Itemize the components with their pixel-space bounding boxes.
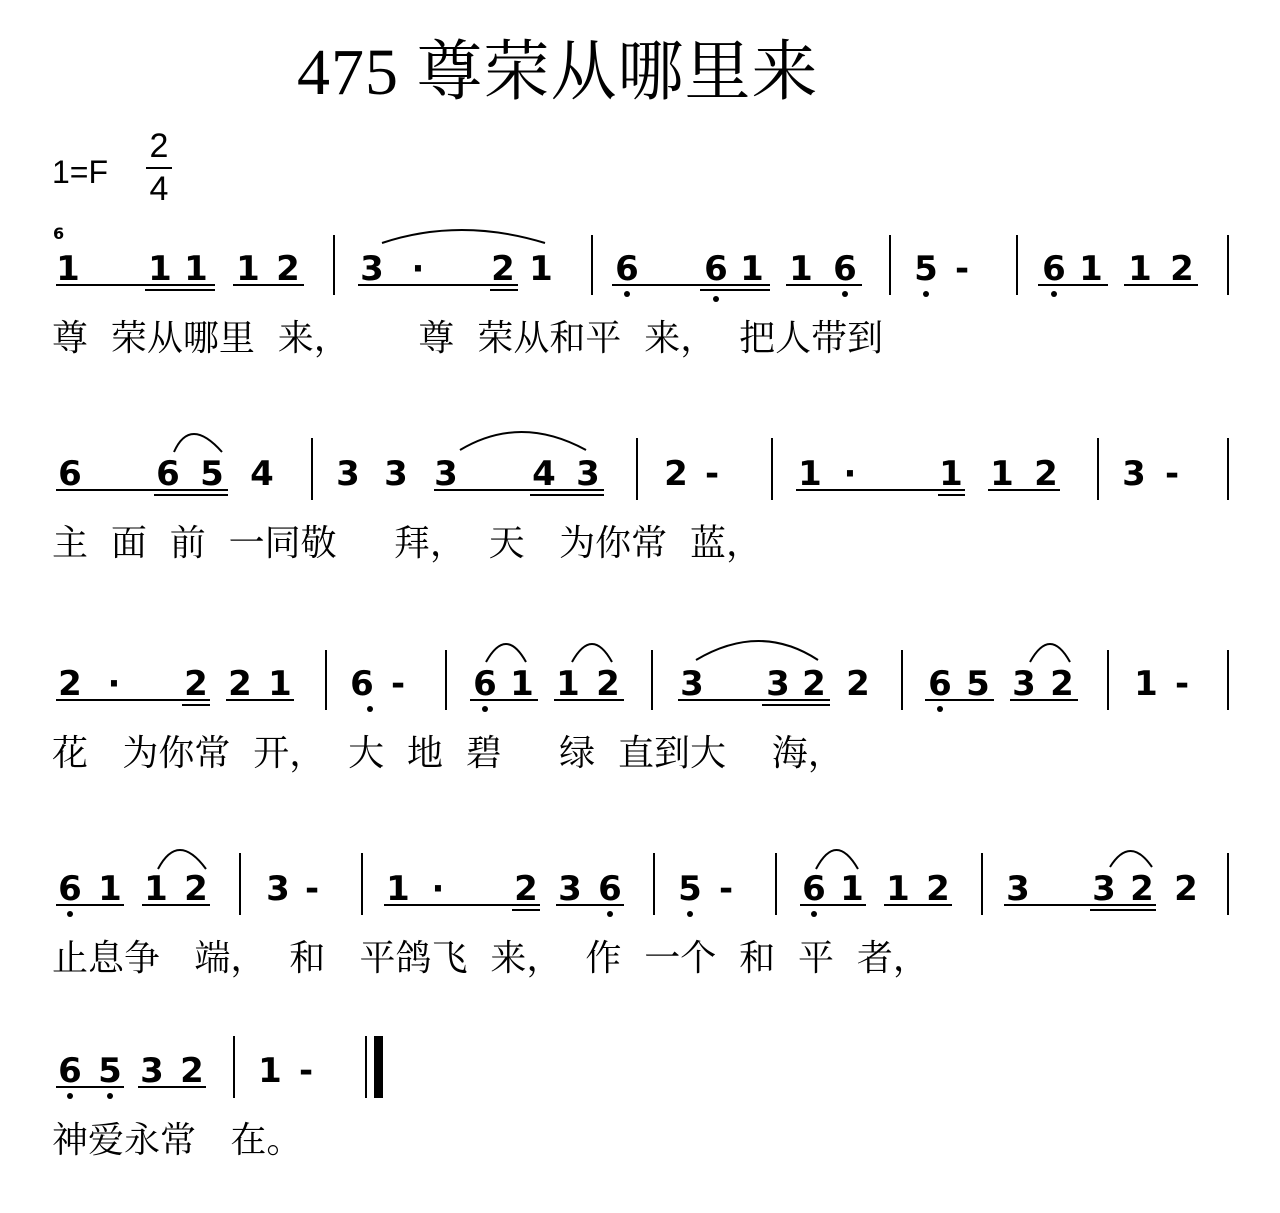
note: 1 [556, 664, 580, 704]
dash: - [704, 454, 720, 494]
dot: · [843, 454, 857, 494]
slur [696, 641, 818, 660]
notation-line-1 [0, 225, 1280, 305]
note: 6 [615, 249, 639, 289]
slur [460, 432, 586, 450]
lyrics-line-2: 主 面 前 一同敬 拜， 天 为你常 蓝， [52, 523, 762, 564]
slur [572, 644, 612, 662]
note: 5 [914, 249, 938, 289]
lyrics-line-3: 花 为你常 开， 大 地 碧 绿 直到大 海， [52, 733, 844, 774]
note: 3 [1092, 869, 1116, 909]
note: 2 [1170, 249, 1194, 289]
note: 2 [184, 664, 208, 704]
note: 1 [258, 1051, 282, 1091]
note: 3 [1006, 869, 1030, 909]
note: 6 [350, 664, 374, 704]
note: 1 [56, 249, 80, 289]
note: 2 [180, 1051, 204, 1091]
note: 6 [833, 249, 857, 289]
note: 4 [250, 454, 274, 494]
note: 1 [1134, 664, 1158, 704]
octave-dots [67, 911, 817, 917]
note-group [56, 249, 1194, 289]
slur [382, 230, 545, 243]
note: 1 [268, 664, 292, 704]
dot: · [411, 249, 425, 289]
slur [1110, 851, 1152, 867]
note: 6 [58, 454, 82, 494]
note: 1 [510, 664, 534, 704]
note: 6 [704, 249, 728, 289]
note: 2 [846, 664, 870, 704]
slur [174, 434, 222, 452]
note: 1 [1128, 249, 1152, 289]
song-title: 475 尊荣从哪里来 [297, 36, 819, 109]
dash: - [304, 869, 320, 909]
note: 1 [386, 869, 410, 909]
octave-dots [67, 1093, 113, 1099]
note: 6 [58, 1051, 82, 1091]
note: 6 [598, 869, 622, 909]
note: 2 [1050, 664, 1074, 704]
note: 2 [58, 664, 82, 704]
staff-line-3 [0, 640, 1280, 790]
note: 3 [384, 454, 408, 494]
note: 2 [664, 454, 688, 494]
dash: - [1164, 454, 1180, 494]
note: 1 [789, 249, 813, 289]
note: 1 [798, 454, 822, 494]
note: 2 [802, 664, 826, 704]
note: 6 [928, 664, 952, 704]
note: 1 [990, 454, 1014, 494]
note: 6 [473, 664, 497, 704]
staff-line-2 [0, 430, 1280, 580]
note: 2 [276, 249, 300, 289]
note: 1 [529, 249, 553, 289]
note: 2 [514, 869, 538, 909]
notation-line-3 [0, 640, 1280, 720]
note: 3 [336, 454, 360, 494]
note: 5 [678, 869, 702, 909]
note: 1 [184, 249, 208, 289]
dash: - [390, 664, 406, 704]
lyrics-line-1: 尊 荣从哪里 来， 尊 荣从和平 来， 把人带到 [52, 318, 884, 359]
time-signature-bottom: 4 [149, 170, 169, 208]
slur [486, 644, 526, 662]
note: 2 [596, 664, 620, 704]
note: 6 [802, 869, 826, 909]
note: 3 [1012, 664, 1036, 704]
time-signature-bar [146, 167, 172, 169]
note: 1 [144, 869, 168, 909]
note: 1 [740, 249, 764, 289]
staff-line-1 [0, 225, 1280, 375]
dot: · [107, 664, 121, 704]
time-signature-top: 2 [149, 127, 169, 165]
note: 6 [58, 869, 82, 909]
octave-dots [367, 706, 943, 712]
note: 5 [966, 664, 990, 704]
dash: - [298, 1051, 314, 1091]
note: 3 [434, 454, 458, 494]
key-signature: 1=F [52, 154, 109, 190]
note: 1 [840, 869, 864, 909]
notation-line-4 [0, 845, 1280, 925]
notation-line-2 [0, 430, 1280, 510]
note: 1 [236, 249, 260, 289]
note: 3 [1122, 454, 1146, 494]
note: 6 [1042, 249, 1066, 289]
staff-line-4 [0, 845, 1280, 995]
note: 2 [1034, 454, 1058, 494]
dot: · [431, 869, 445, 909]
dash: - [954, 249, 970, 289]
note: 3 [140, 1051, 164, 1091]
note: 2 [184, 869, 208, 909]
note: 3 [360, 249, 384, 289]
note: 3 [558, 869, 582, 909]
note: 2 [926, 869, 950, 909]
note: 1 [148, 249, 172, 289]
note: 6 [156, 454, 180, 494]
note: 1 [1079, 249, 1103, 289]
dash: - [1174, 664, 1190, 704]
grace-note: 6 [53, 224, 65, 243]
note: 2 [1174, 869, 1198, 909]
slur [816, 850, 858, 869]
note: 1 [98, 869, 122, 909]
note: 2 [228, 664, 252, 704]
time-signature [146, 128, 172, 207]
note: 1 [939, 454, 963, 494]
note: 2 [491, 249, 515, 289]
note: 4 [532, 454, 556, 494]
note: 5 [200, 454, 224, 494]
lyrics-line-4: 止息争 端， 和 平鸽飞 来， 作 一个 和 平 者， [52, 938, 929, 979]
note: 5 [98, 1051, 122, 1091]
slur [158, 850, 206, 869]
note: 1 [886, 869, 910, 909]
note: 3 [576, 454, 600, 494]
dash: - [718, 869, 734, 909]
note: 3 [766, 664, 790, 704]
slur [1030, 644, 1070, 662]
staff-line-5 [0, 1032, 1280, 1182]
note: 3 [266, 869, 290, 909]
lyrics-line-5: 神爱永常 在。 [52, 1120, 303, 1161]
note: 2 [1130, 869, 1154, 909]
notation-line-5 [0, 1032, 1280, 1112]
note: 3 [680, 664, 704, 704]
octave-dots [624, 291, 1057, 302]
